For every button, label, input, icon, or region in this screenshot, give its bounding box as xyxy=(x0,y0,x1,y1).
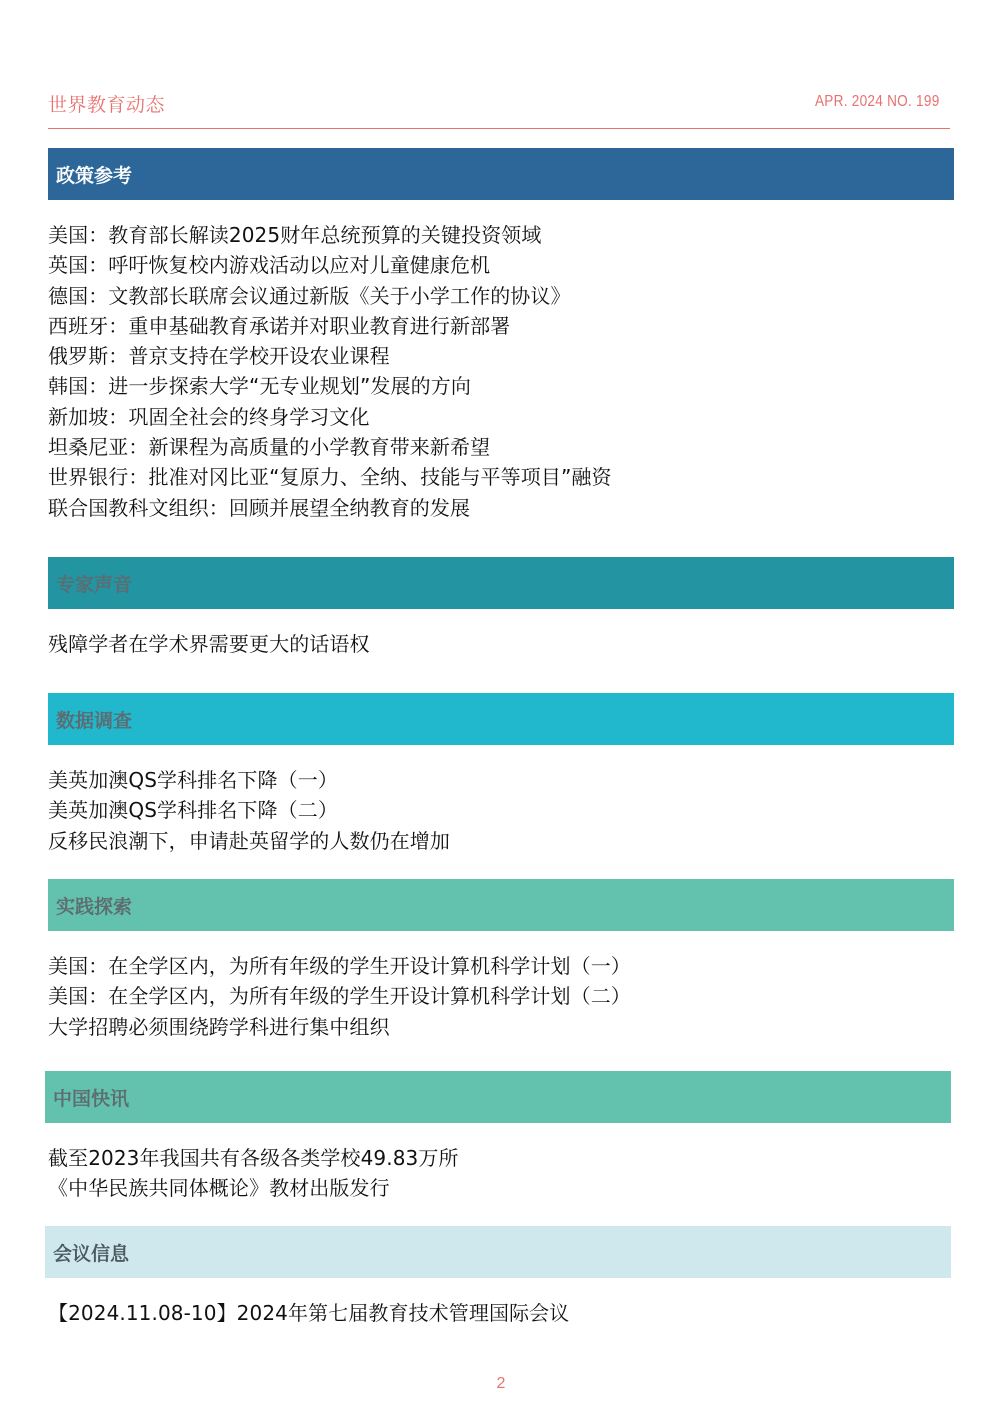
section-title-china: 中国快讯 xyxy=(53,1087,130,1110)
section-title-experts: 专家声音 xyxy=(56,573,133,596)
list-item[interactable]: 俄罗斯：普京支持在学校开设农业课程 xyxy=(48,344,390,369)
experts-article-list xyxy=(48,629,370,659)
section-title-data: 数据调查 xyxy=(56,709,133,732)
list-item[interactable]: 英国：呼吁恢复校内游戏活动以应对儿童健康危机 xyxy=(48,253,491,278)
practice-article-list xyxy=(48,951,631,1042)
section-header-policy xyxy=(48,148,954,200)
list-item[interactable]: 世界银行：批准对冈比亚“复原力、全纳、技能与平等项目”融资 xyxy=(48,465,612,490)
section-header-experts xyxy=(48,557,954,609)
list-item[interactable]: 【2024.11.08-10】2024年第七届教育技术管理国际会议 xyxy=(48,1301,570,1325)
list-item[interactable]: 残障学者在学术界需要更大的话语权 xyxy=(48,632,370,656)
data-article-list xyxy=(48,765,450,856)
list-item[interactable]: 联合国教科文组织：回顾并展望全纳教育的发展 xyxy=(48,495,471,520)
issue-number: APR. 2024 NO. 199 xyxy=(815,93,940,110)
list-item[interactable]: 美国：在全学区内，为所有年级的学生开设计算机科学计划（一） xyxy=(48,954,631,978)
list-item[interactable]: 截至2023年我国共有各级各类学校49.83万所 xyxy=(48,1146,459,1170)
list-item[interactable]: 西班牙：重申基础教育承诺并对职业教育进行新部署 xyxy=(48,313,511,338)
list-item[interactable]: 反移民浪潮下，申请赴英留学的人数仍在增加 xyxy=(48,828,450,853)
china-article-list xyxy=(48,1143,459,1204)
list-item[interactable]: 《中华民族共同体概论》教材出版发行 xyxy=(48,1176,390,1201)
list-item[interactable]: 美国：在全学区内，为所有年级的学生开设计算机科学计划（二） xyxy=(48,984,631,1009)
list-item[interactable]: 德国：文教部长联席会议通过新版《关于小学工作的协议》 xyxy=(48,283,571,308)
list-item[interactable]: 韩国：进一步探索大学“无专业规划”发展的方向 xyxy=(48,374,471,399)
section-title-policy: 政策参考 xyxy=(56,164,133,187)
publication-title: 世界教育动态 xyxy=(48,94,166,116)
policy-article-list xyxy=(48,220,612,523)
list-item[interactable]: 坦桑尼亚：新课程为高质量的小学教育带来新希望 xyxy=(48,435,491,460)
list-item[interactable]: 大学招聘必须围绕跨学科进行集中组织 xyxy=(48,1014,390,1039)
section-title-practice: 实践探索 xyxy=(56,895,133,918)
section-header-conference xyxy=(45,1226,951,1278)
list-item[interactable]: 新加坡：巩固全社会的终身学习文化 xyxy=(48,404,370,429)
list-item[interactable]: 美英加澳QS学科排名下降（二） xyxy=(48,798,338,823)
section-header-practice xyxy=(48,879,954,931)
section-header-data xyxy=(48,693,954,745)
conference-article-list xyxy=(48,1298,569,1328)
section-header-china xyxy=(45,1071,951,1123)
list-item[interactable]: 美国：教育部长解读2025财年总统预算的关键投资领域 xyxy=(48,223,542,247)
page-number: 2 xyxy=(496,1375,506,1392)
header-divider xyxy=(48,128,950,129)
list-item[interactable]: 美英加澳QS学科排名下降（一） xyxy=(48,768,338,792)
section-title-conference: 会议信息 xyxy=(53,1242,130,1265)
